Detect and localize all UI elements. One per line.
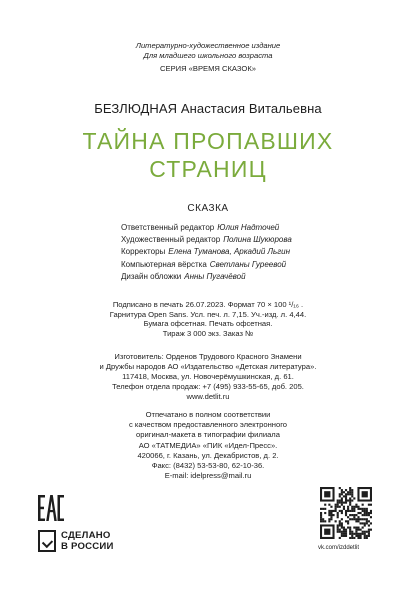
credit-row xyxy=(121,259,292,271)
imprint-line: Бумага офсетная. Печать офсетная. xyxy=(143,319,273,329)
credit-name: Анны Пугачёвой xyxy=(184,271,246,281)
check-box-icon xyxy=(38,530,56,552)
series-name: СЕРИЯ «ВРЕМЯ СКАЗОК» xyxy=(160,64,256,73)
credit-row xyxy=(121,234,292,246)
publisher-line: 117418, Москва, ул. Новочерёмушкинская, д. 61. xyxy=(122,372,294,381)
printer-line: АО «ТАТМЕДИА» «ПИК «Идел-Пресс». xyxy=(138,440,278,450)
publisher-line: Телефон отдела продаж: +7 (495) 933-55-65, доб. 205. xyxy=(112,382,304,391)
imprint-info xyxy=(0,300,416,338)
printer-line: оригинал-макета в типографии филиала xyxy=(136,430,280,440)
printer-info xyxy=(0,410,416,481)
credit-name: Светланы Гуреевой xyxy=(209,259,287,269)
credit-row xyxy=(121,246,292,258)
imprint-line: Подписано в печать 26.07.2023. Формат 70 × 100 ¹/₁₆ . xyxy=(112,300,304,309)
made-line: СДЕЛАНО xyxy=(61,530,111,541)
credits-list xyxy=(121,222,292,283)
edition-line: Для младшего школьного возраста xyxy=(143,51,273,61)
website-link[interactable]: www.detlit.ru xyxy=(186,392,230,401)
imprint-line: Тираж 3 000 экз. Заказ № xyxy=(162,328,254,338)
made-in-russia-logo xyxy=(38,530,124,554)
credit-role: Дизайн обложки xyxy=(121,271,182,281)
imprint-line: Гарнитура Open Sans. Усл. печ. л. 7,15. Уч.-изд. л. 4,44. xyxy=(109,309,307,319)
publisher-line: Изготовитель: Орденов Трудового Красного Знамени xyxy=(114,352,302,361)
publisher-info xyxy=(0,352,416,402)
genre-label: СКАЗКА xyxy=(187,203,229,214)
made-line: В РОССИИ xyxy=(61,541,114,552)
credit-role: Корректоры xyxy=(121,247,166,257)
book-title xyxy=(0,127,416,183)
edition-line: Литературно-художественное издание xyxy=(135,41,281,50)
edition-info xyxy=(0,41,416,61)
credit-row xyxy=(121,271,292,283)
title-line: ТАЙНА ПРОПАВШИХ xyxy=(82,128,334,154)
printer-line: с качеством предоставленного электронного xyxy=(128,420,288,430)
publisher-line: и Дружбы народов АО «Издательство «Детская литература». xyxy=(99,362,317,371)
printer-line: 420066, г. Казань, ул. Декабристов, д. 2. xyxy=(137,450,279,460)
credit-role: Ответственный редактор xyxy=(121,223,215,232)
printer-line: Факс: (8432) 53-53-80, 62-10-36. xyxy=(151,461,265,471)
credit-role: Художественный редактор xyxy=(121,235,221,245)
email-link[interactable]: E-mail: idelpress@mail.ru xyxy=(164,471,252,481)
credit-row xyxy=(121,222,292,234)
author-name: БЕЗЛЮДНАЯ Анастасия Витальевна xyxy=(94,101,322,116)
vk-link[interactable]: vk.com/izddetlit xyxy=(318,545,360,551)
credit-name: Елена Туманова, Аркадий Льгин xyxy=(168,247,290,257)
credit-name: Полина Шукюрова xyxy=(223,235,292,245)
title-line: СТРАНИЦ xyxy=(149,156,267,182)
qr-code-icon[interactable] xyxy=(320,487,372,539)
credit-name: Юлия Надточей xyxy=(217,223,280,232)
credit-role: Компьютерная вёрстка xyxy=(121,259,207,269)
eac-logo-icon xyxy=(38,495,64,521)
made-in-russia-text xyxy=(61,530,114,552)
printer-line: Отпечатано в полном соответствии xyxy=(145,410,271,419)
